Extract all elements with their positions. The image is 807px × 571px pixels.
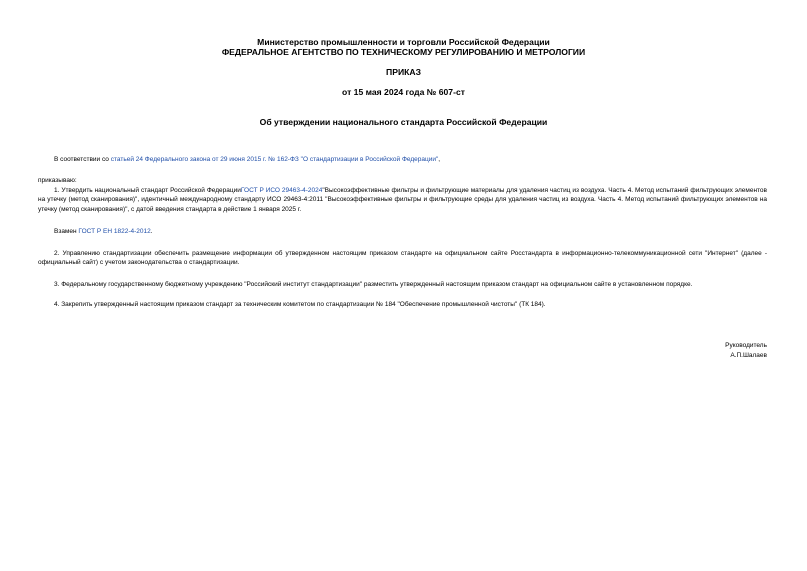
signature-title: Руководитель — [725, 342, 767, 349]
doc-date-number: от 15 мая 2024 года № 607-ст — [342, 87, 465, 97]
item-1-text: "Высокоэффективные фильтры и фильтрующие материалы для удаления частиц из воздуха. Часть 4. Метод испытаний фильтрующих элементов на утечку (метод сканирования)", идентичный международному стандарту ИСО 29463-4:2011 "Высокоэффективные фильтры и фильтрующие среды для удаления частиц из воздуха. Часть 4. Метод испытаний фильтрующих элементов на утечку (метод сканирования)", с датой введения стандарта в действие 1 января 2025 г. — [38, 187, 768, 213]
replace-note — [38, 227, 767, 236]
doc-subject: Об утверждении национального стандарта Российской Федерации — [259, 117, 548, 127]
item-3: 3. Федеральному государственному бюджетному учреждению "Российский институт стандартизации" разместить утвержденный настоящим приказом стандарт на официальном сайте в установленном порядке. — [54, 281, 693, 288]
replace-prefix: Взамен — [54, 228, 79, 235]
doc-type: ПРИКАЗ — [386, 67, 421, 77]
replace-suffix: . — [150, 228, 153, 235]
signature-name: А.П.Шалаев — [730, 352, 767, 359]
federal-law-link[interactable]: статьей 24 Федерального закона от 29 июня 2015 г. № 162-ФЗ "О стандартизации в Российской Федерации" — [110, 156, 439, 163]
item-4: 4. Закрепить утвержденный настоящим приказом стандарт за техническим комитетом по стандартизации № 184 "Обеспечение промышленной чистоты" (ТК 184). — [54, 301, 546, 308]
item-1 — [38, 186, 767, 214]
item-2: 2. Управлению стандартизации обеспечить размещение информации об утвержденном настоящим приказом стандарте на официальном сайте Росстандарта в информационно-телекоммуникационной сети "Интернет" (далее - официальный сайт) с учетом законодательства о стандартизации. — [38, 250, 767, 267]
item-1-prefix: 1. Утвердить национальный стандарт Российской Федерации — [54, 187, 241, 194]
preamble-suffix: , — [438, 156, 441, 163]
gost-iso-link[interactable]: ГОСТ Р ИСО 29463-4-2024 — [240, 187, 323, 194]
preamble-prefix: В соответствии со — [54, 156, 111, 163]
gost-en-link[interactable]: ГОСТ Р ЕН 1822-4-2012 — [78, 228, 151, 235]
order-word: приказываю: — [38, 177, 77, 184]
agency-title: ФЕДЕРАЛЬНОЕ АГЕНТСТВО ПО ТЕХНИЧЕСКОМУ РЕГУЛИРОВАНИЮ И МЕТРОЛОГИИ — [221, 47, 586, 57]
ministry-title: Министерство промышленности и торговли Российской Федерации — [257, 37, 550, 47]
preamble — [38, 155, 767, 164]
signature-block — [725, 341, 767, 361]
